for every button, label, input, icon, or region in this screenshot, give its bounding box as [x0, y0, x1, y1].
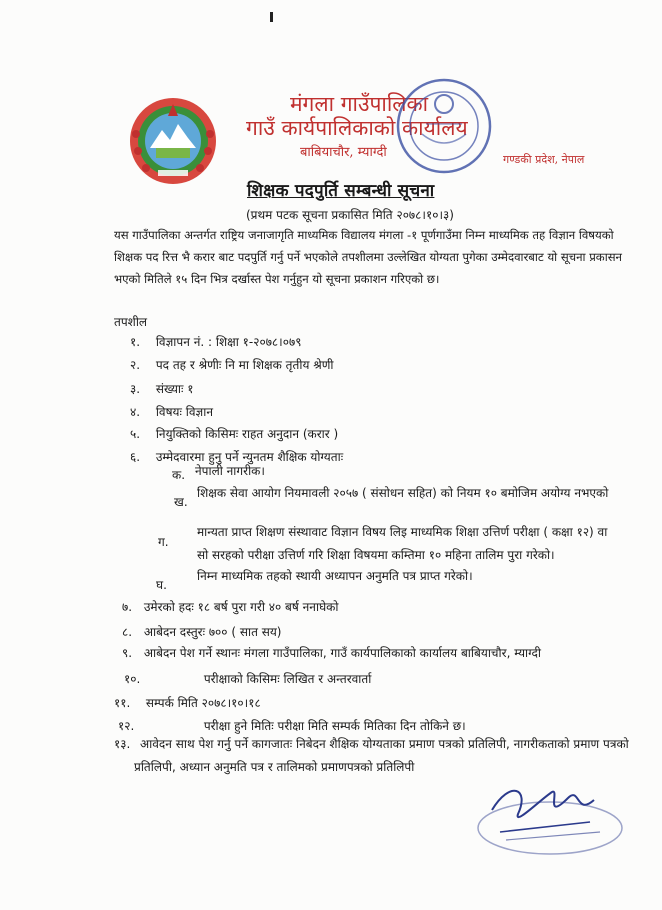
list-item [118, 717, 466, 734]
list-item [114, 694, 261, 711]
list-item [130, 356, 334, 373]
list-item [122, 644, 541, 661]
nepal-emblem-icon [128, 96, 218, 186]
notice-intro-paragraph: यस गाउँपालिका अन्तर्गत राष्ट्रिय जनाजागृति माध्यमिक विद्यालय मंगला -१ पूर्णगाउँमा निम्न माध्यमिक तह विज्ञान विषयको शिक्षक पद रित्त भै करार बाट पदपुर्ति गर्नु पर्ने भएकोले तपशीलमा उल्लेखित योग्यता पुगेका उम्मेदवारबाट यो सूचना प्रकासन भएको मितिले १५ दिन भित्र दर्खास्त पेश गर्नुहुन यो सूचना प्रकाशन गरिएको छ। [114, 228, 622, 286]
list-item [130, 425, 338, 442]
item-text: आबेदन दस्तुरः ७०० ( सात सय) [143, 625, 282, 639]
item-text: परीक्षा हुने मितिः परीक्षा मिति सम्पर्क मितिका दिन तोकिने छ। [203, 719, 466, 733]
office-name: गाउँ कार्यपालिकाको कार्यालय [246, 116, 468, 140]
item-number: १०. [124, 672, 141, 686]
item-number: १. [130, 335, 141, 349]
list-item [130, 380, 194, 397]
item-text: उमेरको हदः १८ बर्ष पुरा गरी ४० बर्ष ननाघेको [143, 600, 339, 614]
item-number: ६. [130, 450, 141, 464]
item-text: विज्ञापन नं. : शिक्षा १-२०७८।०७९ [155, 335, 302, 349]
item-text: पद तह र श्रेणीः नि मा शिक्षक तृतीय श्रेणी [155, 358, 334, 372]
item-number: ९. [122, 646, 133, 660]
item-text: परीक्षाको किसिमः लिखित र अन्तरवार्ता [203, 672, 372, 686]
item-text: उम्मेदवारमा हुनु पर्ने न्युनतम शैक्षिक योग्यताः [155, 450, 344, 464]
municipality-name: मंगला गाउँपालिका [290, 92, 429, 116]
item-number: ७. [122, 600, 133, 614]
item-text: आवेदन साथ पेश गर्नु पर्ने कागजातः निबेदन शैक्षिक योग्यताका प्रमाण पत्रको प्रतिलिपी, नागरीकताको प्रमाण पत्रको प्रतिलिपी, अध्यान अनुमति पत्र र तालिमको प्रमाणपत्रको प्रतिलिपी [134, 737, 629, 774]
item-number: ३. [130, 382, 141, 396]
qualification-text: नेपाली नागरीक। [195, 464, 265, 478]
item-number: ४. [130, 405, 141, 419]
item-number: ८. [122, 625, 133, 639]
item-text: संख्याः १ [155, 382, 194, 396]
item-number: ११. [114, 696, 131, 710]
list-item [124, 670, 371, 687]
item-text: नियुक्तिको किसिमः राहत अनुदान (करार ) [155, 427, 339, 441]
item-number: ५. [130, 427, 141, 441]
office-seal-stamp [392, 74, 496, 178]
qualification-mark: ग. [158, 535, 169, 549]
list-item [122, 598, 338, 615]
item-text: विषयः विज्ञान [155, 405, 213, 419]
top-mark [270, 12, 273, 22]
item-number: १२. [118, 719, 135, 733]
notice-title: शिक्षक पदपुर्ति सम्बन्धी सूचना [247, 181, 435, 201]
qualification-mark: घ. [156, 578, 167, 592]
item-text: आबेदन पेश गर्ने स्थानः मंगला गाउँपालिका, गाउँ कार्यपालिकाको कार्यालय बाबियाचौर, म्याग्दी [143, 646, 542, 660]
qualification-mark: क. [172, 468, 186, 482]
qualification-text: शिक्षक सेवा आयोग नियमावली २०५७ ( संसोधन सहित) को नियम १० बमोजिम अयोग्य नभएको [197, 486, 609, 500]
qualification-mark: ख. [174, 495, 188, 509]
list-item [130, 333, 301, 350]
province-label: गण्डकी प्रदेश, नेपाल [503, 153, 585, 166]
details-heading: तपशील [114, 315, 148, 329]
notice-subtitle: (प्रथम पटक सूचना प्रकासित मिति २०७८।१०।३) [246, 208, 454, 222]
signature-with-stamp [470, 770, 630, 860]
list-item [130, 403, 213, 420]
office-address: बाबियाचौर, म्याग्दी [300, 145, 387, 160]
item-text: सम्पर्क मिति २०७८।१०।१८ [145, 696, 261, 710]
item-number: १३. [114, 737, 131, 751]
item-number: २. [130, 358, 141, 372]
qualification-text: निम्न माध्यमिक तहको स्थायी अध्यापन अनुमति पत्र प्राप्त गरेको। [197, 569, 473, 583]
list-item [122, 623, 281, 640]
qualification-text: मान्यता प्राप्त शिक्षण संस्थावाट विज्ञान विषय लिइ माध्यमिक शिक्षा उत्तिर्ण परीक्षा ( कक्षा १२) वा सो सरहको परीक्षा उत्तिर्ण गरि शिक्षा विषयमा कम्तिमा १० महिना तालिम पुरा गरेको। [197, 525, 608, 562]
